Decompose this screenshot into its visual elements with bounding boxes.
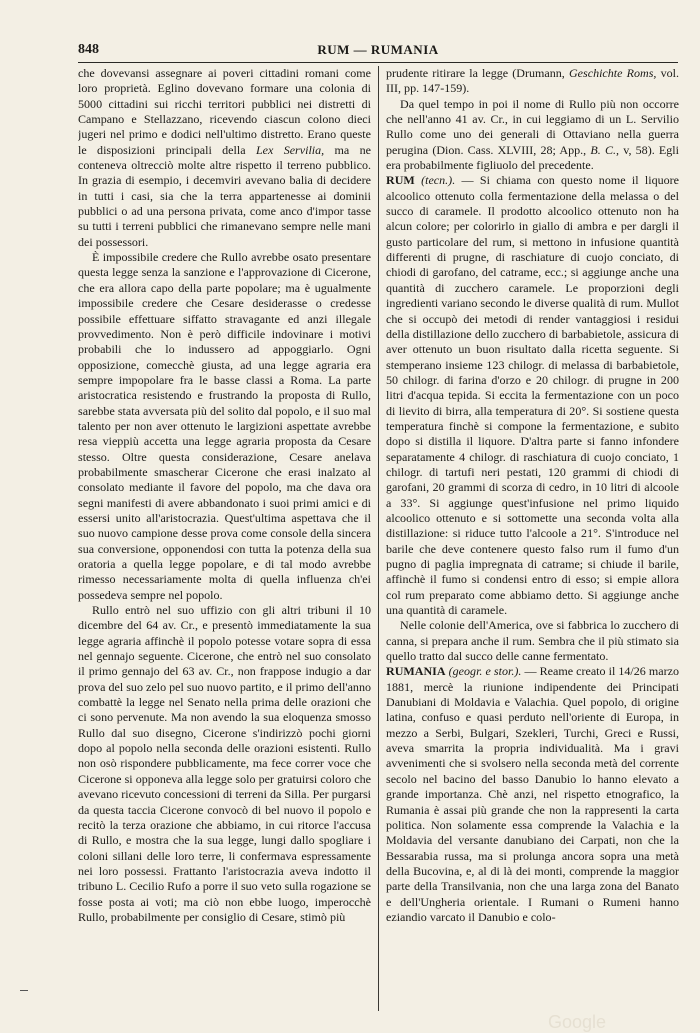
text-run: ma ne conteneva oltrecciò molte altre rispetto il terreno pubblico. In grazia di esempio, i decemviri avevano balia di decidere in tutti i casi, sia che la terra appartenesse ai dominii pubblici o ad una persona privata, come anco d'impor tasse su tutti i terreni pubblici che rimanevano sempre nelle mani dei possessori. [78,142,371,249]
right-column [386,66,679,1016]
entry-text: — Reame creato il 14/26 marzo 1881, mercè la riunione indipendente dei Principati Danubiani di Moldavia e Valachia. Quel popolo, di origine latina, confuso e quasi perduto nell'oriente di Europa, in mezzo a Serbi, Bulgari, Szekleri, Turchi, Greci e Russi, aveva smarrita la propria individualità. Ma i gravi avvenimenti che si svolsero nella seconda metà del corrente secolo nel bacino del basso Danubio lo hanno elevato a grande importanza. Chè anzi, nel rispetto etnografico, la Rumania è assai più grande che non la rappresenti la carta politica. Non solamente essa comprende la Valachia e la Moldavia del versante danubiano dei Carpati, non che la Bessarabia russa, ma si prolunga ancora sopra una metà della Bucovina, e, al di là dei monti, comprende la maggior parte della Transilvania, non che una larga zona del Banato e dell'Ungheria orientale. I Rumani o Rumeni hanno eziandio varcato il Danubio e colo- [386,664,679,924]
paragraph: Rullo entrò nel suo uffizio con gli altri tribuni il 10 dicembre del 64 av. Cr., e presentò immediatamente la sua legge agraria affinchè il popolo potesse votare sopra di essa nel gennajo seguente. Cicerone, che entrò nel suo consolato il primo gennajo del 63 av. Cr., non frappose indugio a dar prova del suo zelo pel suo nuovo partito, e il primo dell'anno combattè la legge nel Senato nella prima delle orazioni che ci sono pervenute. Ma non avendo la sua eloquenza smosso Rullo dal suo disegno, Cicerone s'indirizzò pochi giorni dopo al popolo nella seconda delle orazioni esistenti. Rullo non osò rispondere pubblicamente, ma fece correr voce che Cicerone si opponeva alla legge solo per gratuirsi coloro che avevano ricevuto concessioni di terreni da Silla. Per purgarsi da questa taccia Cicerone convocò di bel nuovo il popolo e recitò la terza orazione che abbiamo, in cui ritorce l'accusa di Rullo, e mostra che la sua legge, lungi dallo spogliare i coloni sillani delle loro terre, li confermava espressamente nei loro possessi. Frattanto l'aristocrazia aveva indotto il tribuno L. Cecilio Rufo a porre il suo veto sulla rogazione se fosse posta ai voti; ma ciò non ebbe luogo, imperocchè Rullo, probabilmente per consiglio di Cesare, stimò più [78,603,371,924]
entry-term: RUM [386,173,415,188]
entry-term: RUMANIA [386,664,446,679]
page-header [78,42,678,63]
paragraph: Nelle colonie dell'America, ove si fabbrica lo zucchero di canna, si prepara anche il rum. Sembra che il più stimato sia quello tratto dal succo delle canne fermentato. [386,618,679,664]
italic-text: Lex Servilia, [255,142,325,157]
watermark: Google [548,1012,607,1032]
italic-text: B. C., [590,142,620,157]
text-run: vol. III, pp. 147-159). [386,66,679,96]
entry-rum [386,173,679,618]
column-divider [378,66,379,1011]
text-run: Da quel tempo in poi il nome di Rullo più non occorre che nell'anno 41 av. Cr., in cui leggiamo di un L. Servilio Rullo come uno dei generali di Ottaviano nella guerra perugina (Dion. Cass. XLVIII, 28; App., [386,96,679,157]
entry-qualifier: (geogr. e stor.). [448,664,522,679]
running-title: RUM — RUMANIA [317,42,439,57]
paragraph: È impossibile credere che Rullo avrebbe osato presentare questa legge senza la sanzione e l'approvazione di Cicerone, che era allora capo della parte popolare; ma è ugualmente impossibile credere che Cesare desiderasse o credesse possibile effettuare siffatto stravagante ed anzi illegale provvedimento. Non è però difficile indovinare i motivi probabili che lo indussero ad appoggiarlo. Ogni opposizione, comecchè giusta, ad una legge agraria era sempre impopolare fra le basse classi a Roma. La parte aristocratica resistendo e frustrando la proposta di Rullo, sarebbe stata avversata più del solito dal popolo, e il suo mal talento per non aver ottenuto le largizioni aspettate avrebbe resa vieppiù accetta una legge agraria proposta da Cesare stesso. Oltre questa considerazione, Cesare anelava probabilmente smascherar Cicerone che erasi inalzato al consolato mediante il favore del popolo, ma che dava ora segni manifesti di avere abbandonato i suoi primi amici e di essersi unito all'aristocrazia. Quest'ultima aspettava che il suo nuovo campione desse prova come console della sincera sua conversione, opponendosi con tutta la potenza della sua oratoria a quella legge popolare, e di tal modo avrebbe rimesso necessariamente molta di quella influenza ch'ei possedeva sempre nel popolo. [78,250,371,602]
paragraph [386,97,679,174]
italic-text: Geschichte Roms, [568,66,657,80]
entry-text: — Si chiama con questo nome il liquore alcoolico ottenuto colla fermentazione della melassa o del succo di caramele. Il prodotto alcoolico ottenuto non ha alcun colore; per colorirlo in giallo di ambra e per dargli il gusto particolare del rum, si mettono in infusione quantità differenti di prugne, di raschiature di cuojo conciato, di chiodi di garofano, del catrame, ecc.; si aggiunge anche una quantità di zucchero caramele. Le proporzioni degli ingredienti variano secondo le diverse qualità di rum. Mullot che si occupò dei metodi di render vantaggiosi i residui della distillazione dello zucchero di barbabietole, assicura di aver ottenuto un buon risultato dalla ricetta seguente. Si stemperano insieme 123 chilogr. di melassa di barbabietole, 50 chilogr. di farina d'orzo e 20 chilogr. di prugne in 200 litri d'acqua tepida. Si eccita la fermentazione con un poco di lievito di birra, alla temperatura di 20°. Si sostiene questa temperatura finchè si compone la fermentazione, e subito dopo si distilla il liquore. D'altra parte si fanno infondere separatamente 4 chilogr. di raschiatura di cuojo conciato, 1 chilogr. di tartufi neri pestati, 120 grammi di chiodi di garofani, 20 grammi di scorza di cedro, in 10 litri di alcoole a 33°. Si aggiunge quest'infusione nel primo liquido alcoolico ottenuto e si sottomette una seconda volta alla distillazione: si riduce tutto l'alcoole a 21°. S'introduce nel barile che deve contenere questo falso rum il fumo d'un pugno di paglia impregnata di catrame; si chiude il barile, affinchè il fumo si condensi entro di esso; si empie allora col rum preparato come abbiamo detto. Si aggiunge anche una quantità di caramele. [386,173,679,618]
text-run: v, 58). Egli era probabilmente figliuolo del precedente. [386,142,679,173]
text-run: prudente ritirare la legge (Drumann, [386,66,565,80]
paragraph [78,66,371,250]
text-run: che dovevansi assegnare ai poveri cittadini romani come loro proprietà. Eglino dovevano formare una colonia di 5000 cittadini sui ricchi territori pubblici nei distretti di Campano e Stellazzano, ricevendo ciascun colono dieci jugeri nel primo e dodici nell'ultimo distretto. Erano queste le disposizioni principali della [78,66,371,157]
paragraph [386,66,679,97]
entry-qualifier: (tecn.). [421,173,456,188]
left-column [78,66,371,1016]
margin-mark [20,990,28,991]
page-number: 848 [78,42,99,57]
entry-rumania [386,664,679,925]
